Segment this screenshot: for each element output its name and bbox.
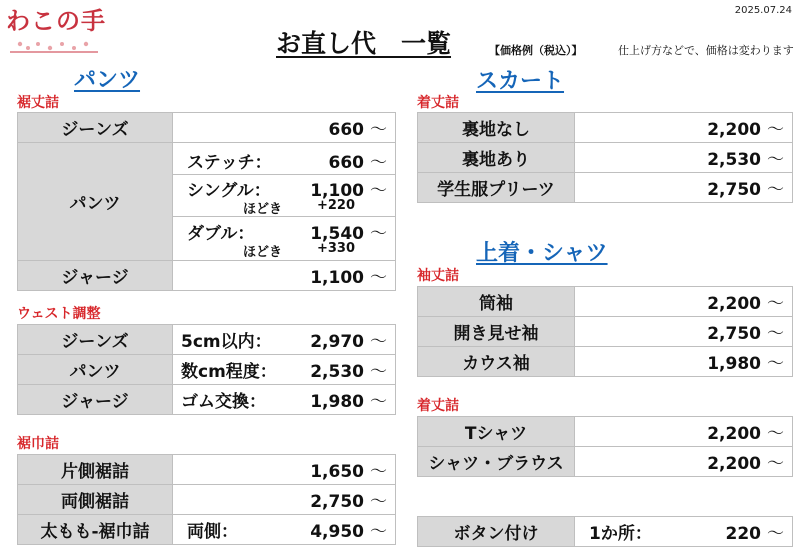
row-price: 2,200 ～ (575, 447, 793, 477)
shirt-length-table (417, 416, 793, 477)
row-label: 学生服プリーツ (418, 173, 575, 203)
row-label: 開き見せ袖 (418, 317, 575, 347)
subsection-title-hem: 裾丈詰 (17, 95, 59, 111)
table-row (18, 325, 396, 355)
width-table (17, 454, 396, 545)
skirt-table (417, 112, 793, 203)
row-price: 5cm以内： 2,970 ～ (173, 325, 396, 355)
section-title-jacket: 上着・シャツ (476, 241, 608, 266)
row-price: 1,980 ～ (575, 347, 793, 377)
table-row (418, 317, 793, 347)
table-row (418, 173, 793, 203)
row-price: ゴム交換： 1,980 ～ (173, 385, 396, 415)
price-note-detail: 仕上げ方などで、価格は変わります (618, 44, 794, 57)
table-row (418, 417, 793, 447)
row-label: 筒袖 (418, 287, 575, 317)
waist-table (17, 324, 396, 415)
table-row (18, 385, 396, 415)
row-label: 太もも-裾巾詰 (18, 515, 173, 545)
row-label: 裏地なし (418, 113, 575, 143)
table-row (418, 113, 793, 143)
table-row (18, 485, 396, 515)
row-price: 2,750 ～ (575, 317, 793, 347)
table-row (18, 113, 396, 143)
row-price: 2,200 ～ (575, 113, 793, 143)
row-price: 1,650 ～ (173, 455, 396, 485)
section-title-skirt: スカート (476, 69, 565, 94)
table-row (418, 447, 793, 477)
row-price: 1,100 ～ (173, 261, 396, 291)
button-table (417, 516, 793, 547)
hem-table (17, 112, 396, 291)
subsection-title-waist: ウェスト調整 (17, 306, 101, 322)
row-label: パンツ (18, 143, 173, 261)
section-title-pants: パンツ (74, 68, 141, 93)
row-price: 2,200 ～ (575, 287, 793, 317)
sleeve-table (417, 286, 793, 377)
row-label: ジャージ (18, 261, 173, 291)
row-label: 裏地あり (418, 143, 575, 173)
row-price: 660 ～ (173, 113, 396, 143)
table-row (418, 287, 793, 317)
row-label: ジーンズ (18, 325, 173, 355)
table-row (18, 261, 396, 291)
row-price: 2,530 ～ (575, 143, 793, 173)
pants-hem-options: ステッチ： 660 ～ シングル： 1,100 ～ ほどき +220 ダブル： 1,540 ～ ほどき +330 (173, 143, 396, 261)
row-label: ボタン付け (418, 517, 575, 547)
table-row (418, 347, 793, 377)
row-price: 両側： 4,950 ～ (173, 515, 396, 545)
subsection-title-skirt-length: 着丈詰 (417, 95, 459, 111)
price-note: 【価格例（税込）】 (489, 44, 583, 57)
row-price: 数cm程度： 2,530 ～ (173, 355, 396, 385)
subsection-title-width: 裾巾詰 (17, 436, 59, 452)
row-label: ジーンズ (18, 113, 173, 143)
row-price: 2,200 ～ (575, 417, 793, 447)
row-label: Tシャツ (418, 417, 575, 447)
table-row (418, 143, 793, 173)
row-label: カウス袖 (418, 347, 575, 377)
subsection-title-sleeve: 袖丈詰 (417, 268, 459, 284)
row-label: 両側裾詰 (18, 485, 173, 515)
date: 2025.07.24 (734, 5, 792, 16)
table-row (18, 455, 396, 485)
page-title: お直し代 一覧 (276, 29, 452, 58)
subsection-title-shirt-length: 着丈詰 (417, 398, 459, 414)
row-price: 1か所： 220 ～ (575, 517, 793, 547)
row-label: ジャージ (18, 385, 173, 415)
table-row (18, 515, 396, 545)
logo-text: わこの手 (6, 6, 106, 35)
table-row (18, 143, 396, 261)
row-price: 2,750 ～ (173, 485, 396, 515)
row-label: パンツ (18, 355, 173, 385)
table-row (18, 355, 396, 385)
row-price: 2,750 ～ (575, 173, 793, 203)
table-row (418, 517, 793, 547)
row-label: 片側裾詰 (18, 455, 173, 485)
row-label: シャツ・ブラウス (418, 447, 575, 477)
